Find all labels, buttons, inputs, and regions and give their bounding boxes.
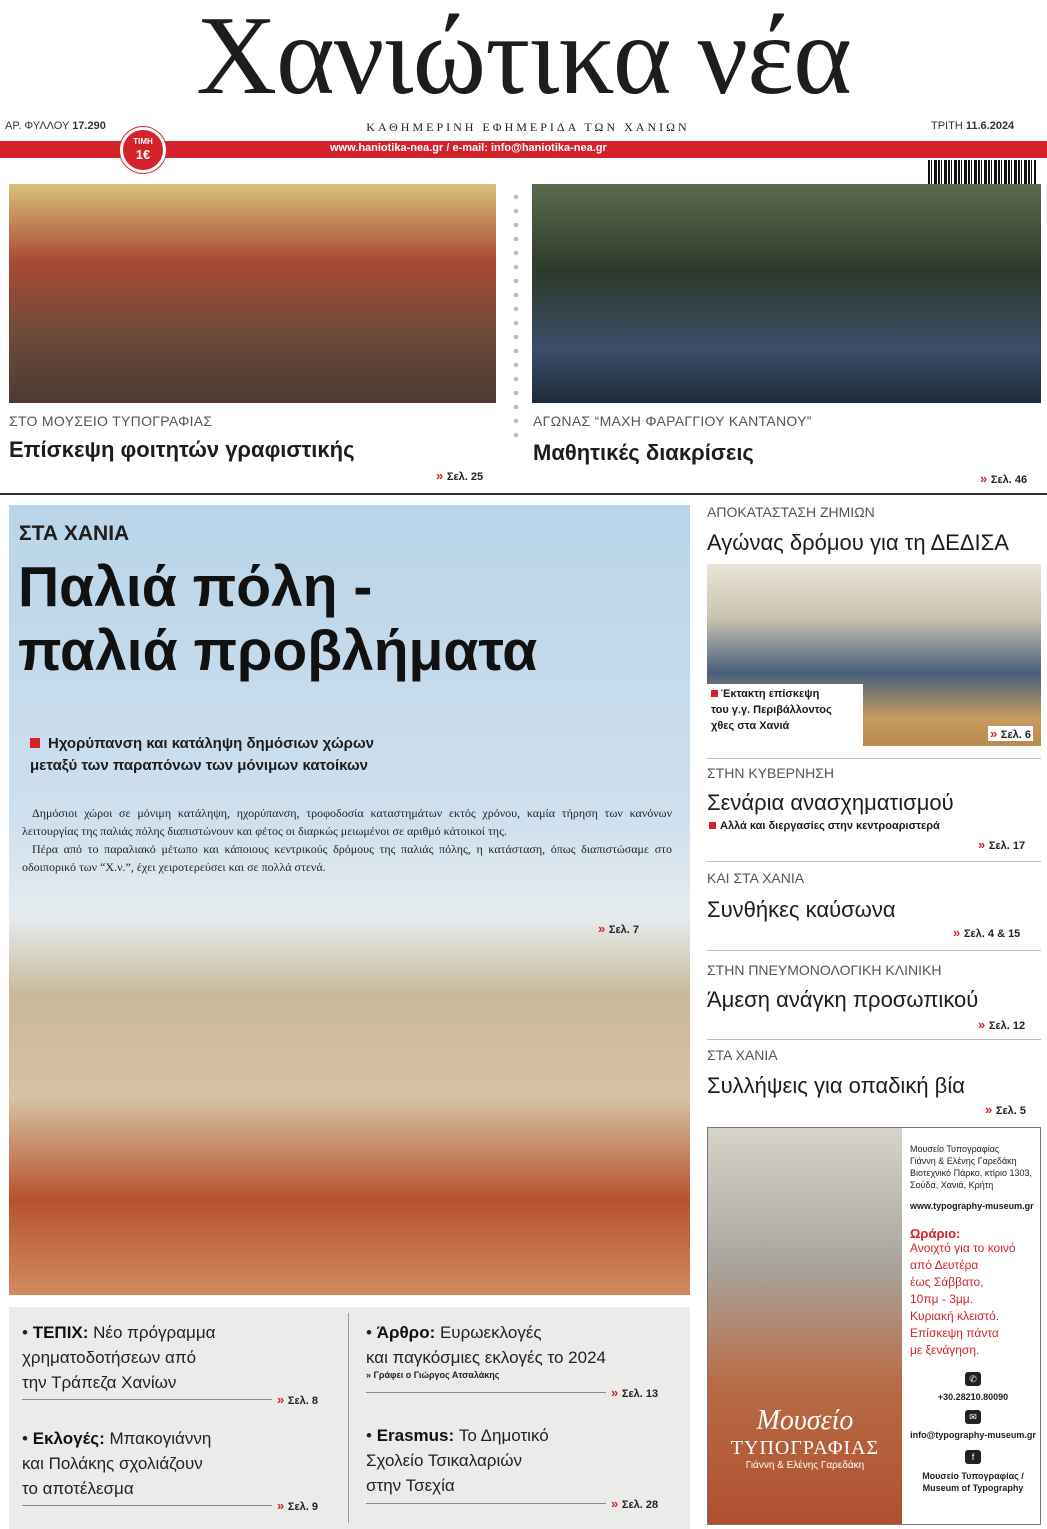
rc-story-5-kicker: ΣΤΑ ΧΑΝΙΑ bbox=[707, 1047, 778, 1063]
tagline: ΚΑΘΗΜΕΡΙΝΗ ΕΦΗΜΕΡΙΔΑ ΤΩΝ ΧΑΝΙΩΝ bbox=[366, 120, 690, 134]
brief-rule bbox=[366, 1392, 606, 1393]
section-rule bbox=[0, 493, 1047, 495]
red-square-icon bbox=[709, 822, 716, 829]
price-badge: ΤΙΜΗ 1€ bbox=[120, 127, 166, 173]
top-story-1-kicker: ΣΤΟ ΜΟΥΣΕΙΟ ΤΥΠΟΓΡΑΦΙΑΣ bbox=[9, 413, 213, 429]
dotted-divider bbox=[512, 190, 520, 440]
phone-icon: ✆ bbox=[965, 1372, 981, 1386]
top-story-2-kicker: ΑΓΩΝΑΣ “ΜΑΧΗ ΦΑΡΑΓΓΙΟΥ ΚΑΝΤΑΝΟΥ” bbox=[533, 413, 812, 429]
ad-facebook[interactable]: Μουσείο Τυπογραφίας / Museum of Typography bbox=[922, 1471, 1024, 1493]
ad-hours-title: Ωράριο: bbox=[910, 1226, 961, 1241]
brief-article-byline: » Γράφει ο Γιώργος Ατσαλάκης bbox=[366, 1370, 500, 1380]
top-story-2-page[interactable]: » Σελ. 46 bbox=[980, 471, 1028, 486]
top-story-1-page[interactable]: » Σελ. 25 bbox=[436, 468, 484, 483]
brief-elections-page[interactable]: » Σελ. 9 bbox=[277, 1498, 319, 1513]
divider bbox=[707, 861, 1041, 862]
rc-story-1-page[interactable]: » Σελ. 6 bbox=[990, 726, 1032, 741]
envelope-icon: ✉ bbox=[965, 1410, 981, 1424]
museum-visit-photo[interactable] bbox=[9, 184, 496, 403]
brief-erasmus[interactable]: • Erasmus: Το Δημοτικό Σχολείο Τσικαλαριών στην Τσεχία bbox=[366, 1426, 549, 1495]
rc-story-2-note: Αλλά και διεργασίες στην κεντροαριστερά bbox=[709, 820, 940, 832]
brief-erasmus-page[interactable]: » Σελ. 28 bbox=[611, 1496, 659, 1511]
brief-rule bbox=[366, 1503, 606, 1504]
main-story-body: Δημόσιοι χώροι σε μόνιμη κατάληψη, ηχορύπανση, τροφοδοσία καταστημάτων εκτός χρόνου, καμία τήρηση των κανόνων λειτουργίας της παλιάς πόλης διαπιστώνουν και φέτος οι διαρκώς μειωμένοι σε αριθμό κάτοικοί της. Πέρα από το παραλιακό μέτωπο και κάποιους κεντρικούς δρόμους της παλιάς πόλης, η κατάσταση, όπως διαπιστώσαμε στο οδοιπορικό των “Χ.ν.”, έχει χειροτερεύσει και σε πολλά στενά. bbox=[22, 806, 672, 874]
newspaper-title: Χανιώτικα νέα bbox=[196, 0, 851, 118]
brief-article[interactable]: • Άρθρο: Ευρωεκλογές και παγκόσμιες εκλογές το 2024 bbox=[366, 1323, 606, 1367]
main-story-page[interactable]: » Σελ. 7 bbox=[598, 921, 640, 936]
briefs-divider bbox=[348, 1313, 349, 1523]
brief-rule bbox=[22, 1399, 272, 1400]
rc-story-3-page[interactable]: » Σελ. 4 & 15 bbox=[953, 925, 1021, 940]
main-story-kicker: ΣΤΑ ΧΑΝΙΑ bbox=[19, 522, 130, 545]
rc-story-5-page[interactable]: » Σελ. 5 bbox=[985, 1102, 1027, 1117]
rc-story-2-kicker: ΣΤΗΝ ΚΥΒΕΡΝΗΣΗ bbox=[707, 765, 834, 781]
issue-date: ΤΡΙΤΗ 11.6.2024 bbox=[931, 120, 1015, 132]
ad-email[interactable]: info@typography-museum.gr bbox=[910, 1430, 1036, 1440]
rc-story-1-headline[interactable]: Αγώνας δρόμου για τη ΔΕΔΙΣΑ bbox=[707, 530, 1009, 555]
divider bbox=[707, 950, 1041, 951]
ad-address: Μουσείο Τυπογραφίας Γιάννη & Ελένης Γαρεδάκη Βιοτεχνικό Πάρκο, κτίριο 1303, Σούδα, Χανιά, Κρήτη bbox=[910, 1144, 1032, 1190]
top-story-1-headline[interactable]: Επίσκεψη φοιτητών γραφιστικής bbox=[9, 437, 355, 462]
rc-story-3-kicker: ΚΑΙ ΣΤΑ ΧΑΝΙΑ bbox=[707, 870, 805, 886]
ad-hours: Ανοιχτό για το κοινό από Δευτέρα έως Σάββατο, 10πμ - 3μμ. Κυριακή κλειστό. Επίσκεψη πάντα με ξενάγηση. bbox=[910, 1241, 1016, 1357]
ad-website[interactable]: www.typography-museum.gr bbox=[910, 1201, 1034, 1211]
race-winners-photo[interactable] bbox=[532, 184, 1041, 403]
brief-rule bbox=[22, 1505, 272, 1506]
red-square-icon bbox=[30, 738, 40, 748]
museum-logo: Μουσείο ΤΥΠΟΓΡΑΦΙΑΣ Γιάννη & Ελένης Γαρεδάκη bbox=[730, 1405, 880, 1471]
web-contact[interactable]: www.haniotika-nea.gr / e-mail: info@haniotika-nea.gr bbox=[330, 142, 607, 154]
rc-story-2-headline[interactable]: Σενάρια ανασχηματισμού bbox=[707, 790, 954, 815]
top-story-2-headline[interactable]: Μαθητικές διακρίσεις bbox=[533, 440, 754, 465]
brief-tepix-page[interactable]: » Σελ. 8 bbox=[277, 1392, 319, 1407]
brief-elections[interactable]: • Εκλογές: Μπακογιάννη και Πολάκης σχολιάζουν το αποτέλεσμα bbox=[22, 1429, 212, 1498]
rc-story-3-headline[interactable]: Συνθήκες καύσωνα bbox=[707, 897, 896, 922]
brief-article-page[interactable]: » Σελ. 13 bbox=[611, 1385, 659, 1400]
main-story-subtitle: Ηχορύπανση και κατάληψη δημόσιων χώρων μεταξύ των παραπόνων των μόνιμων κατοίκων bbox=[30, 735, 374, 774]
issue-number: ΑΡ. ΦΥΛΛΟΥ 17.290 bbox=[5, 120, 106, 132]
red-square-icon bbox=[711, 690, 718, 697]
rc-story-1-kicker: ΑΠΟΚΑΤΑΣΤΑΣΗ ΖΗΜΙΩΝ bbox=[707, 504, 875, 520]
meeting-photo-caption: Έκτακτη επίσκεψη του γ.γ. Περιβάλλοντος χθες στα Χανιά bbox=[707, 684, 863, 746]
divider bbox=[707, 1039, 1041, 1040]
main-story-title[interactable]: Παλιά πόλη - παλιά προβλήματα bbox=[18, 555, 538, 683]
rc-story-4-kicker: ΣΤΗΝ ΠΝΕΥΜΟΝΟΛΟΓΙΚΗ ΚΛΙΝΙΚΗ bbox=[707, 962, 942, 978]
rc-story-4-headline[interactable]: Άμεση ανάγκη προσωπικού bbox=[707, 987, 979, 1012]
divider bbox=[707, 758, 1041, 759]
rc-story-2-page[interactable]: » Σελ. 17 bbox=[978, 837, 1026, 852]
rc-story-5-headline[interactable]: Συλλήψεις για οπαδική βία bbox=[707, 1073, 965, 1098]
rc-story-4-page[interactable]: » Σελ. 12 bbox=[978, 1017, 1026, 1032]
facebook-icon: f bbox=[965, 1450, 981, 1464]
brief-tepix[interactable]: • ΤΕΠΙΧ: Νέο πρόγραμμα χρηματοδοτήσεων από την Τράπεζα Χανίων bbox=[22, 1323, 216, 1392]
ad-phone[interactable]: +30.28210.80090 bbox=[937, 1392, 1009, 1402]
